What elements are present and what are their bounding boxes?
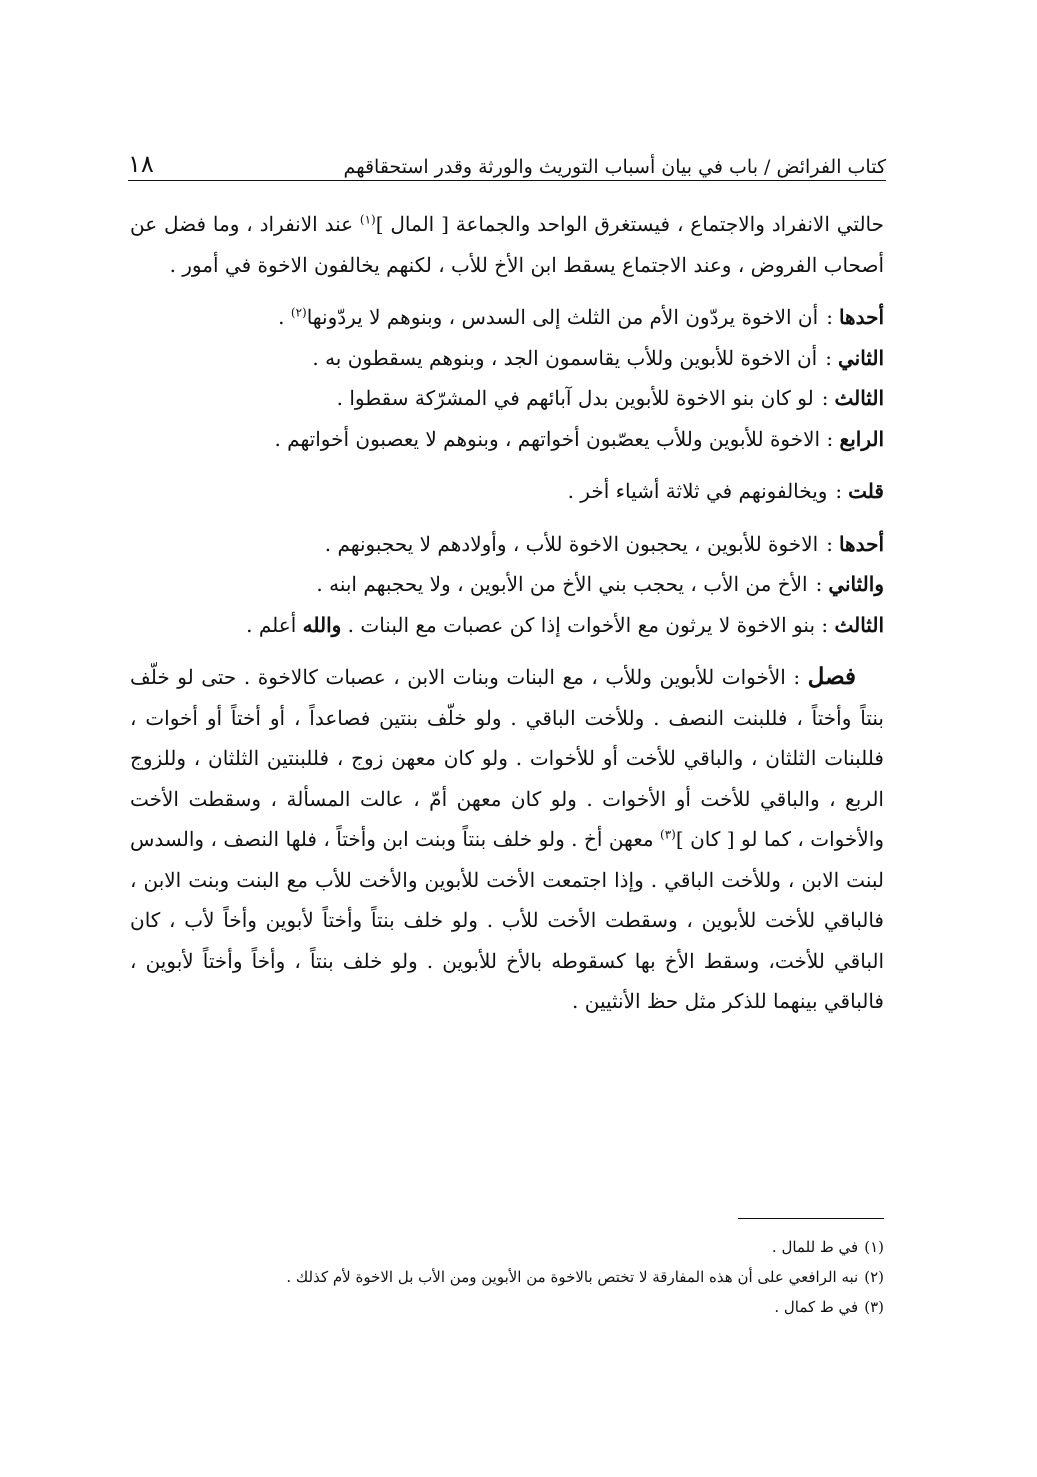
running-header [128, 138, 886, 178]
difference-item: الثاني : أن الاخوة للأبوين وللأب يقاسمون الجد ، وبنوهم يسقطون به . [312, 345, 884, 370]
main-text [130, 204, 884, 1022]
fasl-paragraph: فصل : الأخوات للأبوين وللأب ، مع البنات وبنات الابن ، عصبات كالاخوة . حتى لو خلّف بنتاً وأختاً ، فللبنت النصف . وللأخت الباقي . ولو خلّف بنتين فصاعداً ، أو أختاً أو أخوات ، فللبنات الثلثان ، والباقي للأخت أو للأخوات . ولو كان معهن زوج ، فللبنتين الثلثان ، وللزوج الربع ، والباقي للأخت أو الأخوات . ولو كان معهن أمّ ، عالت المسألة ، وسقطت الأخت والأخوات ، كما لو [ كان ]$^{(٣)}$ معهن أخ . ولو خلف بنتاً وبنت ابن وأختاً ، فلها النصف ، والسدس لبنت الابن ، وللأخت الباقي . وإذا اجتمعت الأخت للأبوين والأخت للأب مع البنت وبنت الابن ، فالباقي للأخت للأبوين ، وسقطت الأخت للأب . ولو خلف بنتاً وأختاً لأبوين وأخاً لأب ، كان الباقي للأخت، وسقط الأخ بها كسقوطه بالأخ للأبوين . ولو خلف بنتاً ، وأخاً وأختاً لأبوين ، فالباقي بينهما للذكر مثل حظ الأنثيين . [130, 663, 884, 1013]
difference-item: أحدها : أن الاخوة يردّون الأم من الثلث إلى السدس ، وبنوهم لا يردّونها$^{(٢)}$ . [278, 305, 884, 329]
footnote: (١)في ط للمال . [771, 1238, 884, 1256]
extra-item: الثالث : بنو الاخوة لا يرثون مع الأخوات إذا كن عصبات مع البنات . والله أعلم . [246, 612, 884, 637]
footnotes [150, 1232, 884, 1322]
footnote-ref: (٢) [290, 305, 307, 320]
difference-item: الرابع : الاخوة للأبوين وللأب يعصّبون أخواتهم ، وبنوهم لا يعصبون أخواتهم . [274, 426, 884, 451]
page-number: ١٨ [128, 150, 154, 178]
qult-paragraph: قلت : ويخالفونهم في ثلاثة أشياء أخر . [567, 479, 884, 503]
footnote-ref: (١) [359, 212, 376, 227]
extra-item: والثاني : الأخ من الأب ، يحجب بني الأخ من الأبوين ، ولا يحجبهم ابنه . [316, 572, 884, 596]
intro-paragraph: حالتي الانفراد والاجتماع ، فيستغرق الواحد والجماعة [ المال ]$^{(١)}$ عند الانفراد ، وما فضل عن أصحاب الفروض ، وعند الاجتماع يسقط ابن الأخ للأب ، لكنهم يخالفون الاخوة في أمور . [130, 212, 884, 277]
footnote-ref: (٣) [660, 827, 676, 842]
running-title: كتاب الفرائض / باب في بيان أسباب التوريث والورثة وقدر استحقاقهم [343, 156, 886, 178]
footnote-rule [738, 1218, 884, 1219]
footnote: (٣)في ط كمال . [774, 1298, 884, 1316]
header-rule [128, 180, 886, 181]
difference-item: الثالث : لو كان بنو الاخوة للأبوين بدل آبائهم في المشرّكة سقطوا . [336, 386, 884, 410]
extra-item: أحدها : الاخوة للأبوين ، يحجبون الاخوة للأب ، وأولادهم لا يحجبونهم . [324, 531, 884, 556]
footnote: (٢)نبه الرافعي على أن هذه المفارقة لا تختص بالاخوة من الأبوين ومن الأب بل الاخوة لأم كذلك . [286, 1268, 884, 1286]
fasl-heading: فصل [807, 663, 857, 690]
